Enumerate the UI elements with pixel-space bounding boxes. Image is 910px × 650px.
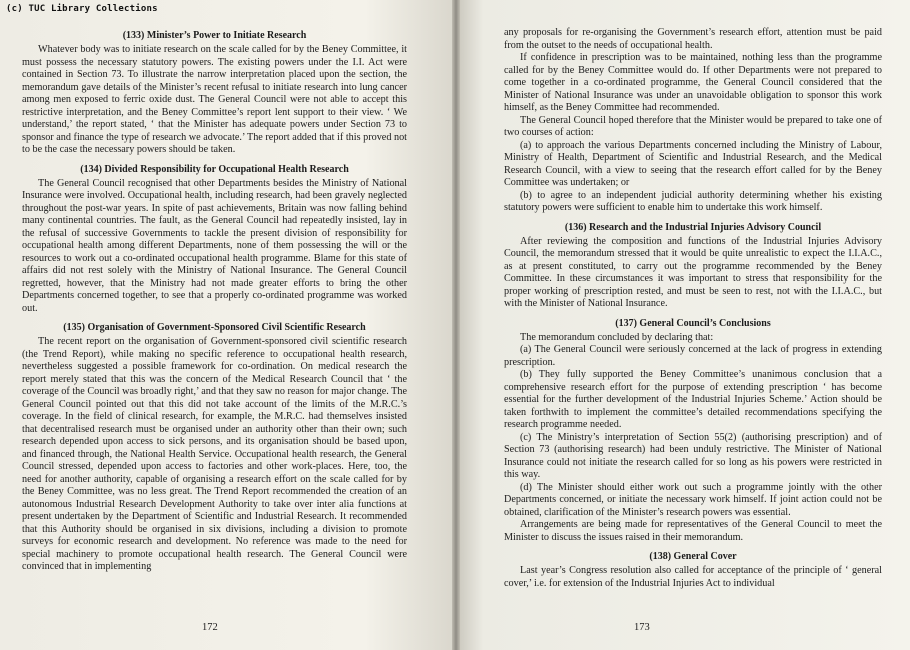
section-133: [22, 29, 407, 157]
section-137: [504, 317, 882, 545]
paragraph: Arrangements are being made for representatives of the General Council to meet the Minister to discuss the issues raised in their memorandum.: [504, 519, 882, 543]
section-heading: (138) General Cover: [649, 551, 737, 562]
page-number: 173: [634, 622, 650, 633]
paragraph: (d) The Minister should either work out such a programme jointly with the other Departments concerned, or initiate the necessary work himself. If joint action could not be obtained, clarification of the Minister’s research powers was essential.: [504, 481, 882, 518]
section-heading: (137) General Council’s Conclusions: [615, 317, 771, 329]
paragraph: If confidence in prescription was to be maintained, nothing less than the programme called for by the Beney Committee would do. If other Departments were not prepared to come together in a co-ordinated programme, the General Council considered that the Minister of National Insurance was under an unavoidable obligation to sponsor this work himself, as the Beney Committee had recommended.: [504, 52, 882, 113]
paragraph: (a) The General Council were seriously concerned at the lack of progress in extending prescription.: [504, 344, 882, 368]
paragraph: (c) The Ministry’s interpretation of Section 55(2) (authorising prescription) and of Section 73 (authorising research) had been unduly restrictive. The Minister of National Insurance could not initiate the research called for so long as his powers were restricted in this way.: [504, 431, 882, 480]
paragraph: Last year’s Congress resolution also called for acceptance of the principle of ‘ general cover,’ i.e. for extension of the Industrial Injuries Act to individual: [504, 565, 882, 589]
book-gutter: [452, 0, 460, 650]
section-heading: (134) Divided Responsibility for Occupational Health Research: [80, 163, 349, 175]
right-page: [456, 0, 910, 650]
section-heading: (135) Organisation of Government-Sponsored Civil Scientific Research: [63, 322, 366, 333]
left-column: [22, 27, 407, 580]
watermark: (c) TUC Library Collections: [6, 4, 158, 14]
paragraph: The General Council recognised that other Departments besides the Ministry of National Insurance were involved. Occupational health, including research, had been gravely neglected throughout the post-war years. In spite of past achievements, Britain was now falling behind many continental countries. The fault, as the General Council had repeatedly insisted, lay in the refusal of successive Governments to tackle the present division of responsibility for occupational health among different Departments, none of them possessing the will or the resources to work out a co-ordinated occupational health programme. Blame for this state of affairs did not rest solely with the Ministry of National Insurance. The General Council regretted, however, that the Ministry had not made greater efforts to bring the other Departments concerned together, to see that a properly co-ordinated programme was worked out.: [22, 177, 407, 314]
section-136: [504, 221, 882, 311]
paragraph: The memorandum concluded by declaring that:: [520, 331, 714, 343]
paragraph: The recent report on the organisation of Government-sponsored civil scientific research (the Trend Report), while making no specific reference to occupational health research, nevertheless suggested a possible framework for co-ordination. On medical research the report merely stated that this was the concern of the Medical Research Council that ‘ the coverage of the Council was broadly right,’ and that they saw no reason for major change. The General Council pointed out that this did not take account of the limits of the M.R.C.’s coverage. In the field of clinical research, for example, the M.R.C. had themselves insisted that decentralised research must be organised under an authority other than their own; such research depended upon access to sick persons, and its organisation should be based upon, and financed through, the National Health Service. Occupational health research, the General Council stressed, depended upon access to factories and other work-places. Here, too, the need for another authority, capable of organising a research effort on the scale called for by the Beney Committee, was no less great. The Trend Report recommended the creation of an autonomous Industrial Research Development Authority to take over inter alia functions at present undertaken by the Department of Scientific and Industrial Research. It recommended that this Authority should be organised in six divisions, including a division to promote surveys for economic research and development. No reference was made to the need for special machinery to promote occupational health research. The General Council were convinced that in implementing: [22, 336, 407, 572]
section-134: [22, 163, 407, 316]
right-column: [504, 27, 882, 596]
paragraph: any proposals for re-organising the Government’s research effort, attention must be paid from the outset to the needs of occupational health.: [504, 27, 882, 51]
paragraph: (a) to approach the various Departments concerned including the Ministry of Labour, Ministry of Health, Department of Scientific and Industrial Research, and the Medical Research Council, with a view to seeing that the research effort called for by the Beney Committee was undertaken; or: [504, 139, 882, 188]
section-135: [22, 321, 407, 574]
paragraph: After reviewing the composition and functions of the Industrial Injuries Advisory Council, the memorandum stressed that it would be quite unrealistic to expect the I.I.A.C., as at present constituted, to carry out the programme recommended by the Beney Committee. In these circumstances it was important to stress that responsibility for the proper working of prescription rested, and must be seen to rest, not with the I.I.A.C., but with the Minister of National Insurance.: [504, 235, 882, 309]
section-heading: (133) Minister’s Power to Initiate Research: [122, 30, 307, 41]
paragraph: The General Council hoped therefore that the Minister would be prepared to take one of two courses of action:: [504, 114, 882, 138]
section-138: [504, 550, 882, 590]
continuation: [504, 27, 882, 215]
page-number: 172: [202, 622, 218, 633]
paragraph: (b) They fully supported the Beney Committee’s unanimous conclusion that a comprehensive research effort for the purpose of extending prescription ‘ has become essential for the further development of the Industrial Injuries Scheme.’ Action should be taken forthwith to implement the committee’s detailed recommendations specifying the research programme needed.: [504, 369, 882, 430]
section-heading: (136) Research and the Industrial Injuries Advisory Council: [564, 221, 822, 233]
paragraph: Whatever body was to initiate research on the scale called for by the Beney Committee, it must possess the necessary statutory powers. The existing powers under the I.I. Act were contained in Section 73. To illustrate the narrow interpretation placed upon the section, the memorandum gave details of the Minister’s recent refusal to initiate research into lung cancer among men exposed to ferric oxide dust. The General Council were not able to accept this restrictive interpretation, and the Beney Committee’s report lent support to their view. ‘ We understand,’ the report stated, ‘ that the Minister has adequate powers under Section 73 to sponsor and finance the type of research we advocate.’ The report added that if this proved not to be the case the necessary powers should be taken.: [22, 44, 407, 155]
paragraph: (b) to agree to an independent judicial authority determining whether his existing statutory powers were sufficient to enable him to undertake this work himself.: [504, 189, 882, 213]
